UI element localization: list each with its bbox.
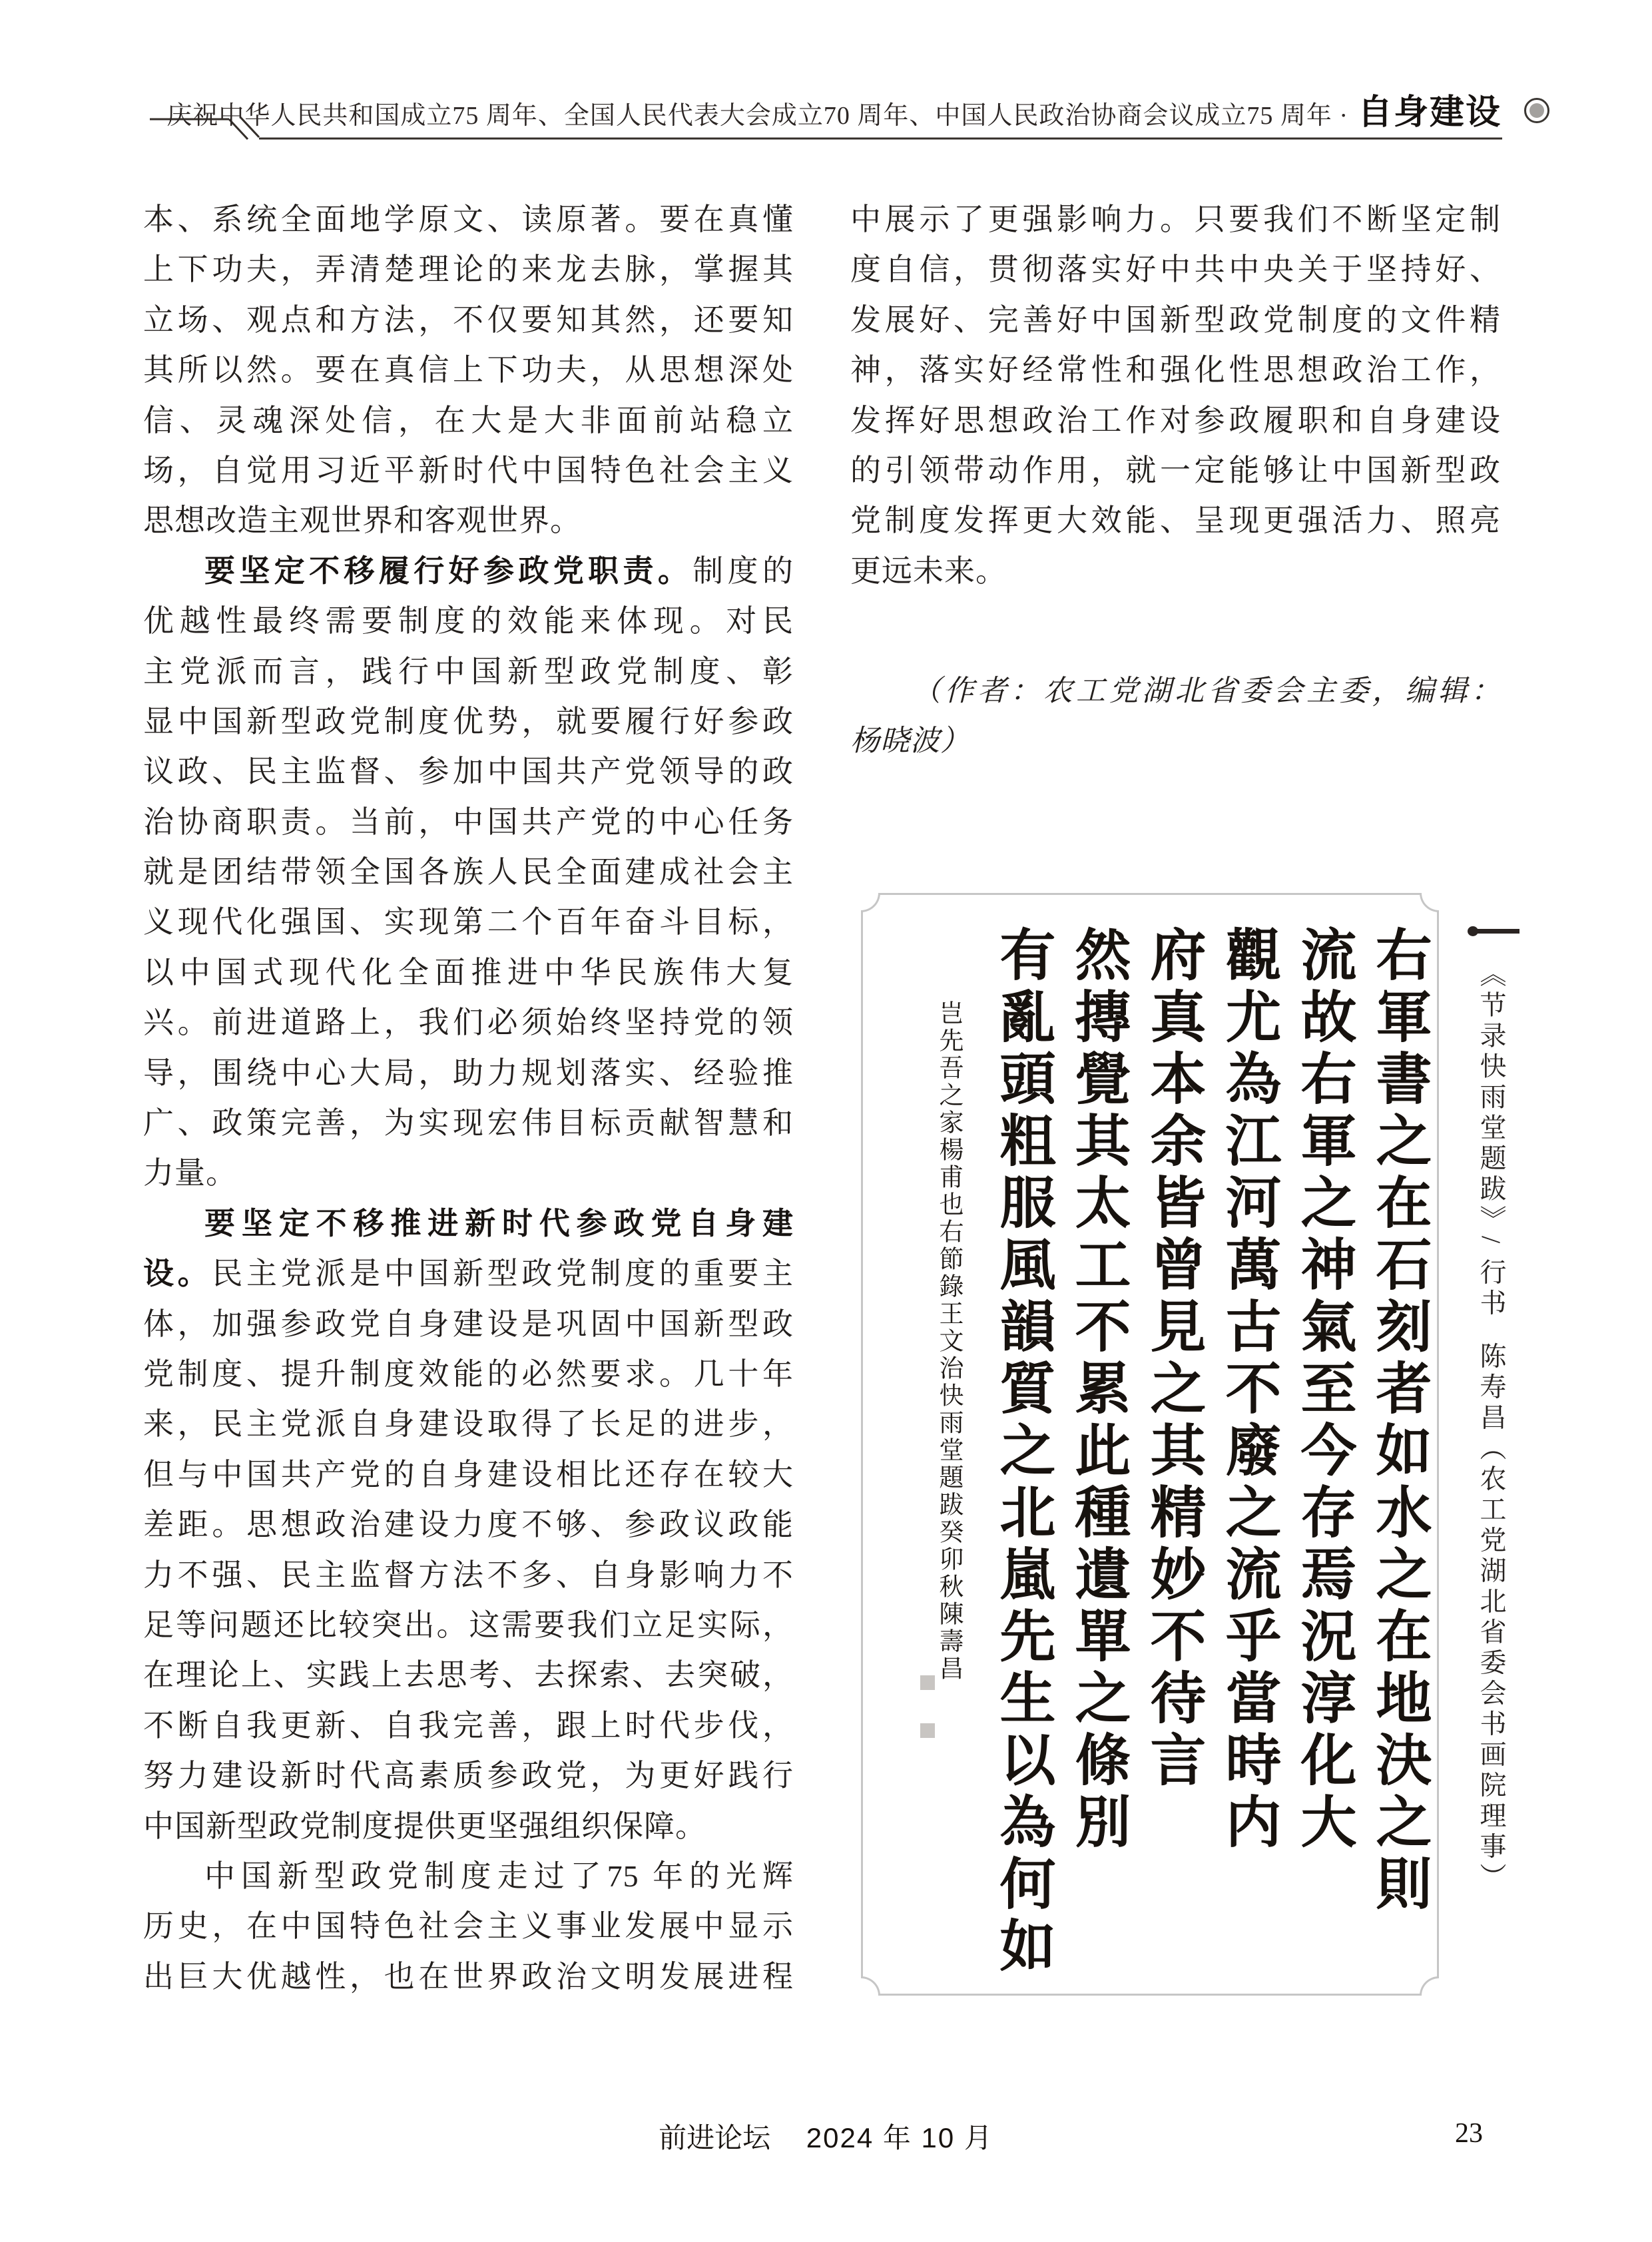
calligraphy-signature: 岂先吾之家楊甫也右節錄王文治快雨堂題跋癸卯秋陳壽昌 (935, 1000, 962, 1683)
text-line: 度自信，贯彻落实好中共中央关于坚持好、 (850, 252, 1501, 287)
text-line: 场，自觉用习近平新时代中国特色社会主义 (143, 453, 794, 487)
text-line: 以中国式现代化全面推进中华民族伟大复 (143, 955, 794, 989)
text-line: 的引领带动作用，就一定能够让中国新型政 (850, 453, 1501, 487)
text-line: 设。民主党派是中国新型政党制度的重要主 (143, 1257, 794, 1291)
header (166, 84, 1502, 134)
text-line: 中国新型政党制度提供更坚强组织保障。 (143, 1809, 706, 1843)
frame-corner-ornament (861, 893, 880, 912)
text-line: 杨晓波） (850, 724, 970, 758)
text-line: 更远未来。 (850, 553, 1007, 588)
header-rule-decoration (0, 0, 1652, 160)
calligraphy-artwork-frame (861, 893, 1439, 1996)
left-text-column (143, 194, 794, 2002)
text-line: 其所以然。要在真信上下功夫，从思想深处 (143, 353, 794, 388)
text-line: 不断自我更新、自我完善，跟上时代步伐， (143, 1708, 794, 1743)
text-line: 出巨大优越性，也在世界政治文明发展进程 (143, 1959, 794, 1994)
text-line: 中展示了更强影响力。只要我们不断坚定制 (850, 202, 1501, 236)
calligraphy-signature-wrap (902, 926, 961, 1984)
section-title: 自身建设 (1357, 94, 1502, 132)
text-line: 立场、观点和方法，不仅要知其然，还要知 (143, 302, 794, 337)
artwork-artist: 陈寿昌 (1476, 1342, 1506, 1434)
footer (0, 2116, 1652, 2156)
text-line: 显中国新型政党制度优势，就要履行好参政 (143, 704, 794, 738)
text-line: 要坚定不移履行好参政党职责。制度的 (204, 553, 794, 588)
calligraphy-column: 有亂頭粗服風韻質之北嵐先生以為何如 (991, 926, 1053, 1978)
text-line: 上下功夫，弄清楚理论的来龙去脉，掌握其 (143, 252, 794, 287)
seal-stamp-icon (920, 1675, 935, 1690)
text-line: （作者：农工党湖北省委会主委，编辑： (912, 675, 1501, 707)
right-text-column (850, 194, 1501, 596)
text-line: 兴。前进道路上，我们必须始终坚持党的领 (143, 1005, 794, 1040)
artwork-caption (1476, 960, 1506, 1959)
text-line: 在理论上、实践上去思考、去探索、去突破， (143, 1658, 794, 1693)
artwork-artist-affiliation: （农工党湖北省委会书画院理事） (1476, 1434, 1506, 1894)
text-line: 中国新型政党制度走过了75 年的光辉 (204, 1858, 794, 1893)
artwork-title: 《节录快雨堂题跋》 (1476, 960, 1506, 1236)
bullseye-icon (1524, 98, 1549, 123)
text-line: 神，落实好经常性和强化性思想政治工作， (850, 353, 1501, 388)
text-line: 就是团结带领全国各族人民全面建成社会主 (143, 855, 794, 890)
calligraphy-column: 然摶覺其太工不累此種遺單之條別 (1067, 926, 1129, 1854)
text-line: 主党派而言，践行中国新型政党制度、彰 (143, 654, 794, 689)
text-line: 体，加强参政党自身建设是巩固中国新型政 (143, 1306, 794, 1341)
text-line: 力量。 (143, 1156, 237, 1191)
text-line: 义现代化强国、实现第二个百年奋斗目标， (143, 905, 794, 940)
artwork-script-type: 行书 (1476, 1258, 1506, 1320)
text-line: 差距。思想政治建设力度不够、参政议政能 (143, 1508, 794, 1542)
calligraphy-column: 流故右軍之神氣至今存焉況淳化大 (1292, 926, 1354, 1854)
bullseye-dot (1529, 103, 1544, 118)
text-line: 努力建设新时代高素质参政党，为更好践行 (143, 1759, 794, 1793)
seal-stamp-icon (920, 1723, 935, 1738)
text-line: 历史，在中国特色社会主义事业发展中显示 (143, 1909, 794, 1944)
calligraphy-column: 觀尤為江河萬古不廢之流乎當時内 (1217, 926, 1279, 1854)
calligraphy-column: 右軍書之在石刻者如水之在地決之則 (1368, 926, 1430, 1916)
caption-dash-bar (1473, 929, 1519, 934)
text-line: 足等问题还比较突出。这需要我们立足实际， (143, 1607, 794, 1642)
calligraphy-text (975, 926, 1430, 1984)
frame-corner-ornament (861, 1976, 880, 1996)
caption-separator: / (1476, 1236, 1506, 1259)
text-line: 来，民主党派自身建设取得了长足的进步， (143, 1407, 794, 1442)
author-note (850, 666, 1501, 766)
text-line: 导，围绕中心大局，助力规划落实、经验推 (143, 1055, 794, 1090)
text-line: 发展好、完善好中国新型政党制度的文件精 (850, 302, 1501, 337)
header-anniversary-text: 庆祝中华人民共和国成立75 周年、全国人民代表大会成立70 周年、中国人民政治协商会议成立75 周年 · (166, 102, 1348, 130)
caption-dash-icon (1469, 926, 1521, 938)
text-line: 发挥好思想政治工作对参政履职和自身建设 (850, 403, 1501, 437)
calligraphy-column: 府真本余皆曾見之其精妙不待言 (1142, 926, 1204, 1793)
text-line: 广、政策完善，为实现宏伟目标贡献智慧和 (143, 1106, 794, 1141)
text-line: 但与中国共产党的自身建设相比还存在较大 (143, 1457, 794, 1492)
text-line: 信、灵魂深处信，在大是大非面前站稳立 (143, 403, 794, 437)
text-line: 思想改造主观世界和客观世界。 (143, 503, 581, 538)
text-line: 力不强、民主监督方法不多、自身影响力不 (143, 1557, 794, 1592)
page-number: 23 (1455, 2118, 1483, 2149)
text-line: 本、系统全面地学原文、读原著。要在真懂 (143, 202, 794, 236)
issue-date: 2024 年 10 月 (806, 2122, 993, 2153)
text-line: 议政、民主监督、参加中国共产党领导的政 (143, 754, 794, 789)
text-line: 优越性最终需要制度的效能来体现。对民 (143, 604, 794, 639)
text-line: 党制度、提升制度效能的必然要求。几十年 (143, 1356, 794, 1391)
frame-corner-ornament (1420, 893, 1439, 912)
journal-name: 前进论坛 (659, 2122, 771, 2153)
text-line: 要坚定不移推进新时代参政党自身建 (204, 1206, 794, 1241)
text-line: 党制度发挥更大效能、呈现更强活力、照亮 (850, 503, 1501, 538)
text-line: 治协商职责。当前，中国共产党的中心任务 (143, 804, 794, 839)
